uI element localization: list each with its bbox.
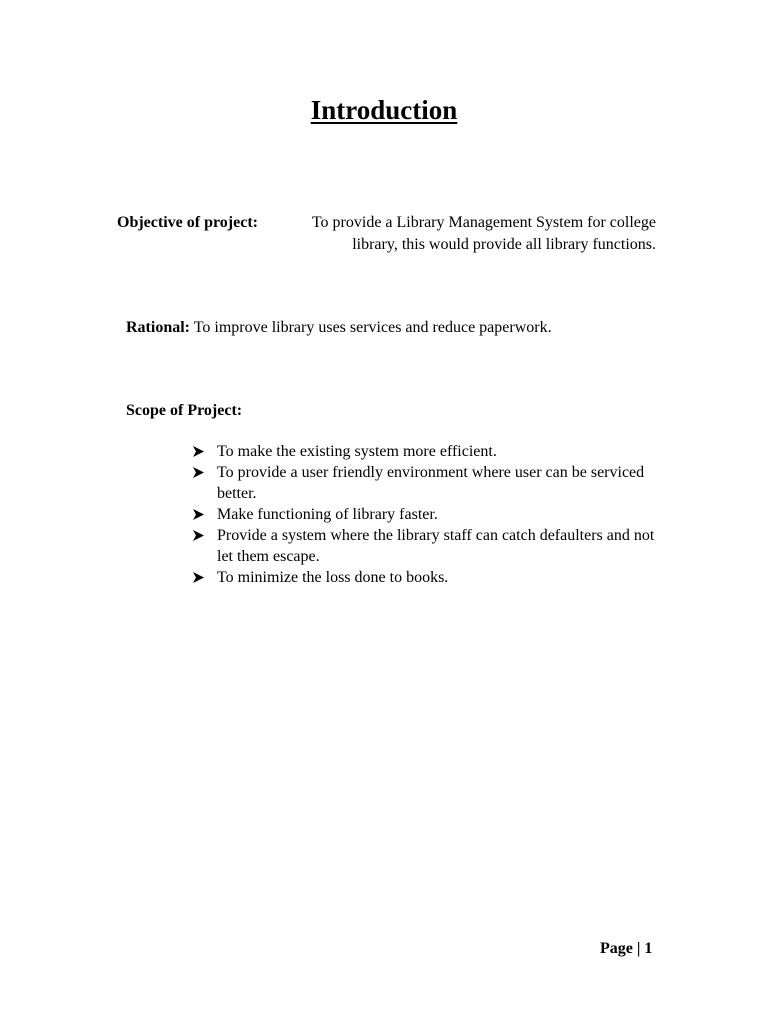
scope-list-item [193, 462, 663, 504]
rational-section [126, 317, 552, 339]
scope-list-item [193, 504, 663, 525]
objective-text: To provide a Library Management System for college library, this would provide all library functions. [311, 214, 656, 253]
arrowhead-bullet-icon [193, 446, 204, 457]
scope-item-text: To make the existing system more efficient. [217, 443, 497, 460]
page-number: Page | 1 [600, 940, 653, 957]
scope-item-text: To provide a user friendly environment where user can be serviced better. [217, 464, 645, 502]
scope-item-text: Provide a system where the library staff can catch defaulters and not let them escape. [217, 527, 655, 565]
scope-heading: Scope of Project: [126, 402, 243, 419]
arrowhead-bullet-icon [193, 572, 204, 583]
objective-label: Objective of project: [117, 214, 258, 231]
scope-list-item [193, 567, 663, 588]
scope-item-text: To minimize the loss done to books. [217, 569, 449, 586]
scope-item-text: Make functioning of library faster. [217, 506, 438, 523]
arrowhead-bullet-icon [193, 467, 204, 478]
scope-list [193, 441, 663, 588]
rational-text: To improve library uses services and reduce paperwork. [193, 319, 552, 336]
page-title: Introduction [310, 95, 458, 125]
arrowhead-bullet-icon [193, 509, 204, 520]
arrowhead-bullet-icon [193, 530, 204, 541]
scope-list-item [193, 525, 663, 567]
rational-label: Rational: [126, 319, 190, 336]
scope-list-item [193, 441, 663, 462]
